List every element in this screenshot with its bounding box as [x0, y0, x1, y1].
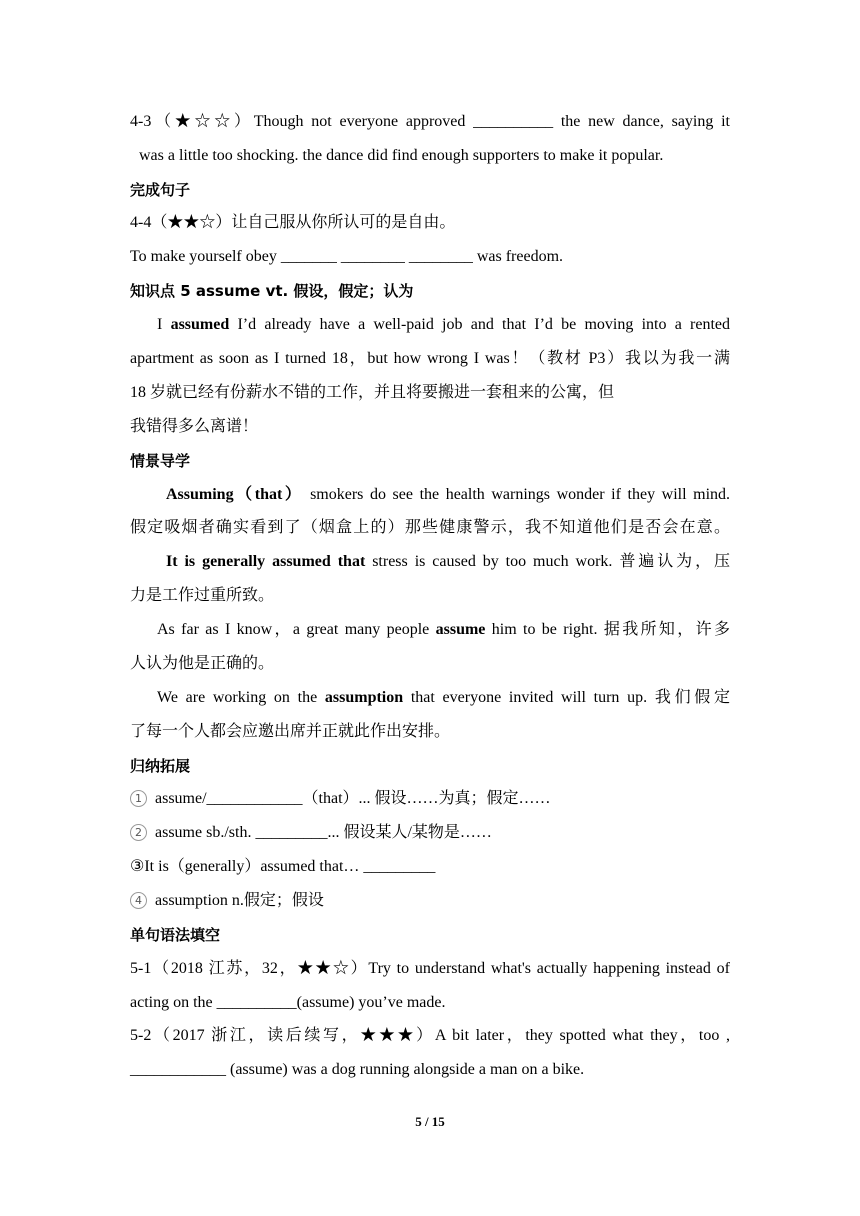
context-sentence2: It is generally assumed that stress is caused by too much work. 普遍认为，压 — [166, 553, 730, 570]
knowledge-point-5-title: 知识点 5 assume vt. 假设，假定；认为 — [130, 282, 414, 300]
q4-4-sentence: To make yourself obey _______ ________ ________ was freedom. — [130, 248, 564, 265]
q4-3-line2: was a little too shocking. the dance did find enough supporters to make it popular. — [139, 147, 664, 164]
q5-2-line1: 5-2（2017 浙江，读后续写，★★★）A bit later，they spotted what they，too , — [130, 1027, 730, 1044]
example-line1: I assumed I’d already have a well-paid job and that I’d be moving into a rented — [157, 316, 731, 333]
circled-number-4-icon: 4 — [130, 892, 147, 909]
q5-2-line2: ____________ (assume) was a dog running alongside a man on a bike. — [130, 1061, 585, 1078]
heading-summary: 归纳拓展 — [130, 757, 191, 775]
summary-item-3: ③It is（generally）assumed that… _________ — [130, 858, 436, 875]
q4-4-prompt: 4-4（★★☆）让自己服从你所认可的是自由。 — [130, 214, 456, 231]
summary-item-2: 2 assume sb./sth. _________... 假设某人/某物是…… — [130, 823, 730, 843]
summary-item-4: 4 assumption n.假定；假设 — [130, 891, 730, 911]
page-number: 5 / 15 — [415, 1114, 445, 1129]
example-line4: 我错得多么离谱！ — [130, 418, 259, 435]
context-sentence3: As far as I know，a great many people assume him to be right. 据我所知，许多 — [157, 621, 730, 638]
q5-1-line1: 5-1（2018 江苏，32，★★☆）Try to understand what's actually happening instead of — [130, 960, 730, 977]
summary-item-1: 1 assume/____________（that）... 假设……为真；假定…… — [130, 789, 730, 809]
heading-context-guide: 情景导学 — [130, 452, 191, 470]
heading-grammar-fill: 单句语法填空 — [130, 926, 221, 944]
context-sentence2-cn: 力是工作过重所致。 — [130, 587, 275, 604]
example-line2: apartment as soon as I turned 18，but how wrong I was！（教材 P3）我以为我一满 — [130, 350, 730, 367]
context-sentence1-cn: 假定吸烟者确实看到了（烟盒上的）那些健康警示，我不知道他们是否会在意。 — [130, 519, 730, 536]
context-sentence4-cn: 了每一个人都会应邀出席并正就此作出安排。 — [130, 723, 451, 740]
circled-number-2-icon: 2 — [130, 824, 147, 841]
heading-complete-sentence: 完成句子 — [130, 181, 191, 199]
q4-3-line1: 4-3（★☆☆）Though not everyone approved __________ the new dance, saying it — [130, 113, 730, 130]
context-sentence3-cn: 人认为他是正确的。 — [130, 655, 275, 672]
context-sentence4: We are working on the assumption that everyone invited will turn up. 我们假定 — [157, 689, 730, 706]
context-sentence1: Assuming（that） smokers do see the health warnings wonder if they will mind. — [166, 486, 731, 503]
q5-1-line2: acting on the __________(assume) you’ve made. — [130, 994, 446, 1011]
example-line3: 18 岁就已经有份薪水不错的工作，并且将要搬进一套租来的公寓，但 — [130, 384, 615, 401]
circled-number-1-icon: 1 — [130, 790, 147, 807]
